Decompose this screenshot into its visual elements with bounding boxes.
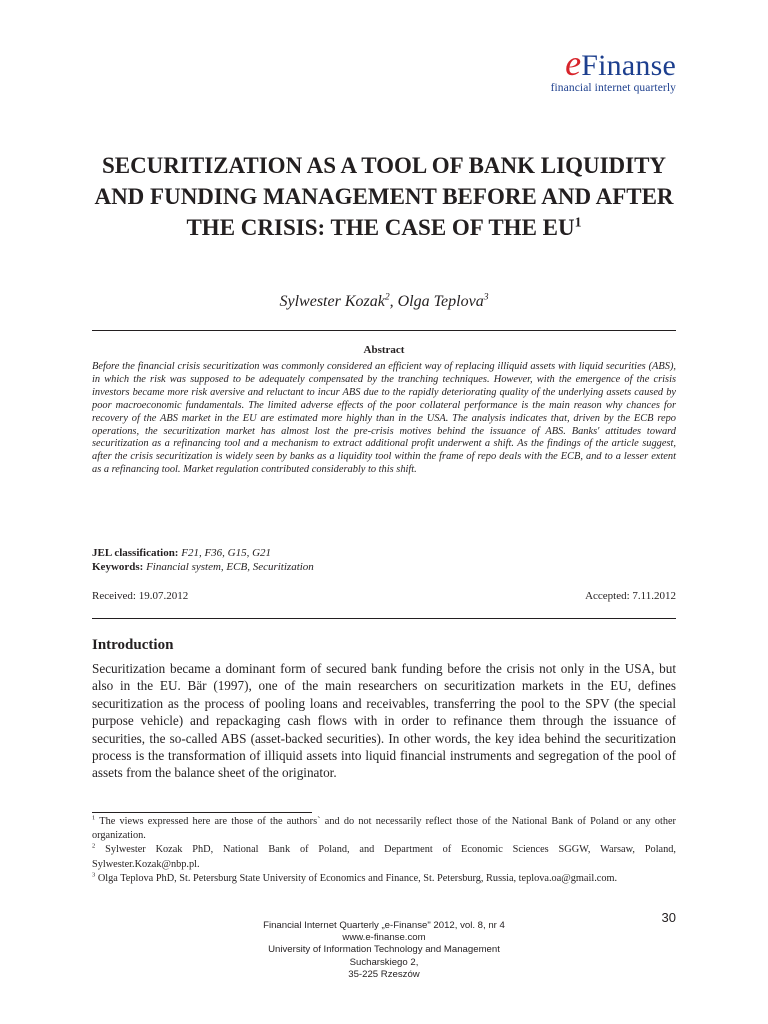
footnote <box>92 843 676 871</box>
introduction-text: Securitization became a dominant form of secured bank funding before the crisis not only in the USA, but also in the EU. Bär (1997), one of the main researchers on securitization markets in the EU, defines securitization as the process of pooling loans and receivables, transferring the pool to the SPV (the special purpose vehicle) and repackaging cash flows with in order to refinance them through the issuance of securities, the so-called ABS (asset-backed securities). In other words, the key idea behind the securitization process is the transformation of illiquid assets into liquid financial instruments and segregation of the pool of assets from the balance sheet of the originator. <box>92 661 676 781</box>
logo-wordmark <box>551 43 676 83</box>
footnote <box>92 815 676 843</box>
paper-title <box>92 150 676 243</box>
footnote-mark: 3 <box>92 871 96 879</box>
abstract-heading: Abstract <box>363 344 405 356</box>
jel-value: F21, F36, G15, G21 <box>178 547 272 559</box>
keywords-value: Financial system, ECB, Securitization <box>143 561 314 573</box>
footnote-divider <box>92 812 312 813</box>
jel-classification <box>92 547 676 559</box>
footnote-text: Sylwester Kozak PhD, National Bank of Poland, and Department of Economic Sciences SGGW, Warsaw, Poland, Sylwester.Kozak@nbp.pl. <box>92 844 676 870</box>
efinanse-logo <box>550 43 676 94</box>
accepted-date: Accepted: 7.11.2012 <box>585 590 676 602</box>
jel-label: JEL classification: <box>92 547 179 559</box>
submission-dates <box>92 590 676 602</box>
title-text: SECURITIZATION AS A TOOL OF BANK LIQUIDITY AND FUNDING MANAGEMENT BEFORE AND AFTER THE CRISIS: THE CASE OF THE EU <box>94 153 674 240</box>
author-footnote-mark: 3 <box>483 291 489 303</box>
keywords-label: Keywords: <box>92 561 144 573</box>
footer-university: University of Information Technology and Management <box>268 944 500 956</box>
author-footnote-mark: 2 <box>384 291 390 303</box>
author-name: Olga Teplova <box>397 293 484 310</box>
authors-line <box>92 293 676 311</box>
abstract-text: Before the financial crisis securitization was commonly considered an efficient way of replacing illiquid assets with liquid securities (ABS), in which the risk was supposed to be adequately compensated by the tranching techniques. However, with the emergence of the crisis investors became more risk aversive and reluctant to incur ABS due to the rapidly deteriorating quality of the underlying assets caused by poor macroeconomic fundamentals. The limited adverse effects of the poor collateral performance is the main reason why chances for recovery of the ABS market in the EU are estimated more highly than in the USA. The analysis indicates that, driven by the ECB repo operations, the securitization market has almost lost the pre-crisis motives behind the issuance of ABS. Banks' attitudes toward securitization as a refinancing tool and a mechanism to extract additional profit underwent a shift. As the findings of the article suggest, after the crisis securitization is widely seen by banks as a liquidity tool within the frame of repo deals with the ECB, and to a lesser extent as a refinancing tool. Market regulation contributed considerably to this shift. <box>92 361 676 476</box>
author-name: Sylwester Kozak <box>279 293 385 310</box>
footnote-mark: 2 <box>92 842 96 850</box>
footnotes <box>92 815 676 886</box>
logo-tagline: financial internet quarterly <box>550 82 676 94</box>
logo-e-letter: e <box>565 43 582 83</box>
journal-footer <box>0 920 768 981</box>
footer-website: www.e-finanse.com <box>342 932 426 944</box>
footnote <box>92 872 676 886</box>
divider <box>92 330 676 331</box>
footnote-text: The views expressed here are those of the authors` and do not necessarily reflect those of the National Bank of Poland or any other organization. <box>92 816 676 842</box>
footnote-mark: 1 <box>92 814 96 822</box>
footer-journal: Financial Internet Quarterly „e-Finanse" 2012, vol. 8, nr 4 <box>263 920 505 931</box>
footnote-text: Olga Teplova PhD, St. Petersburg State University of Economics and Finance, St. Petersburg, Russia, teplova.oa@gmail.com. <box>95 872 618 884</box>
introduction-heading: Introduction <box>92 637 174 653</box>
divider <box>92 618 676 619</box>
author-separator: , <box>389 293 398 310</box>
title-footnote-mark: 1 <box>574 214 582 230</box>
keywords <box>92 561 676 573</box>
page-number: 30 <box>661 910 676 925</box>
received-date: Received: 19.07.2012 <box>92 590 189 602</box>
footer-city: 35-225 Rzeszów <box>348 968 420 980</box>
logo-word: Finanse <box>581 49 676 82</box>
footer-street: Sucharskiego 2, <box>349 956 419 968</box>
